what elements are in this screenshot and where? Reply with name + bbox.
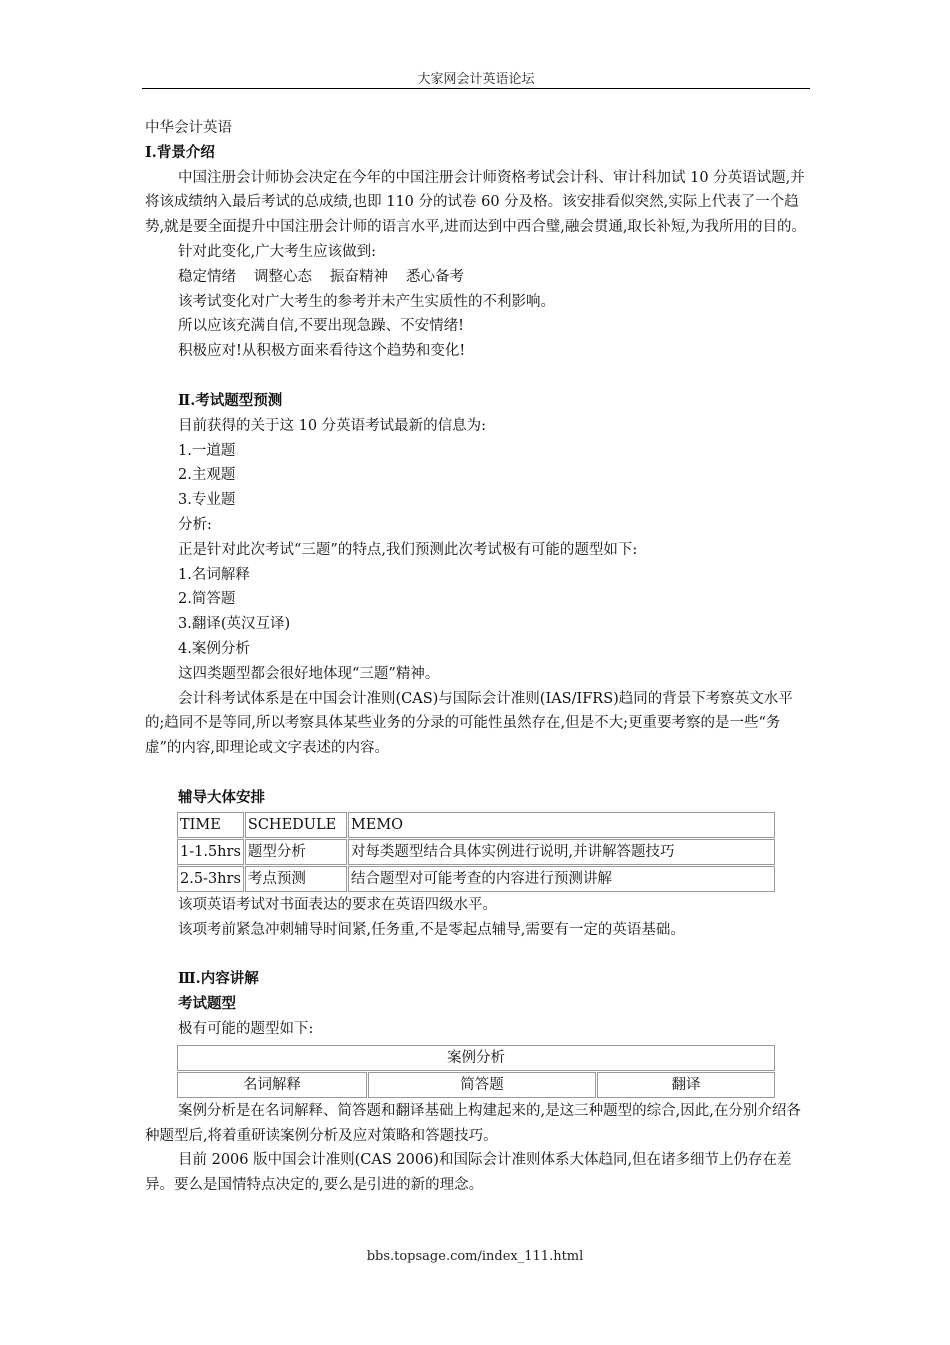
- type-item: 2.简答题: [178, 591, 236, 608]
- keyword-2: 调整心态: [254, 268, 312, 285]
- table-cell: 结合题型对可能考查的内容进行预测讲解: [348, 866, 775, 892]
- s1-paragraph-4: 所以应该充满自信,不要出现急躁、不安情绪!: [178, 318, 464, 335]
- page-footer: bbs.topsage.com/index_111.html: [366, 1249, 584, 1264]
- table-cell: 题型分析: [245, 839, 347, 865]
- page-header: 大家网会计英语论坛: [417, 72, 535, 87]
- section-3-heading: Ⅲ.内容讲解: [178, 970, 259, 988]
- info-item: 2.主观题: [178, 467, 236, 484]
- s2-paragraph: 会计科考试体系是在中国会计准则(CAS)与国际会计准则(IAS/IFRS)趋同的背景下考察英文水平的;趋同不是等同,所以考察具体某些业务的分录的可能性虽然存在,但是不大;更重要考察的是一些“务虚”的内容,即理论或文字表述的内容。: [145, 690, 793, 757]
- keyword-4: 悉心备考: [406, 268, 464, 285]
- table-header-cell: MEMO: [348, 812, 775, 838]
- section-3-subheading: 考试题型: [178, 995, 236, 1013]
- table-header-row: [177, 812, 775, 838]
- table-row: [177, 866, 775, 892]
- keyword-3: 振奋精神: [330, 268, 388, 285]
- type-item: 3.翻译(英汉互译): [178, 616, 291, 633]
- table-cell: 翻译: [597, 1072, 775, 1098]
- table-header-cell: TIME: [177, 812, 244, 838]
- table-cell: 考点预测: [245, 866, 347, 892]
- type-item: 4.案例分析: [178, 640, 250, 657]
- schedule-note-2: 该项考前紧急冲刺辅导时间紧,任务重,不是零起点辅导,需要有一定的英语基础。: [178, 921, 685, 938]
- s2-predict: 正是针对此次考试“三题”的特点,我们预测此次考试极有可能的题型如下:: [178, 541, 638, 558]
- table-row: [177, 839, 775, 865]
- s3-paragraph-2: 目前 2006 版中国会计准则(CAS 2006)和国际会计准则体系大体趋同,但在诸多细节上仍存在差异。要么是国情特点决定的,要么是引进的新的理念。: [145, 1152, 792, 1194]
- table-cell: 1-1.5hrs: [177, 839, 244, 865]
- table-cell: 对每类题型结合具体实例进行说明,并讲解答题技巧: [348, 839, 775, 865]
- s1-paragraph-3: 该考试变化对广大考生的参考并未产生实质性的不利影响。: [178, 293, 555, 310]
- s1-keywords: [145, 265, 807, 290]
- section-2-heading: Ⅱ.考试题型预测: [178, 391, 283, 409]
- s1-paragraph-2: 针对此变化,广大考生应该做到:: [178, 243, 376, 260]
- question-type-table: [176, 1044, 776, 1099]
- table-cell: 简答题: [368, 1072, 596, 1098]
- schedule-heading: 辅导大体安排: [178, 788, 265, 806]
- schedule-note-1: 该项英语考试对书面表达的要求在英语四级水平。: [178, 896, 497, 913]
- schedule-table: [176, 811, 776, 893]
- section-1-heading: Ⅰ.背景介绍: [145, 143, 215, 161]
- s3-paragraph-1: 案例分析是在名词解释、简答题和翻译基础上构建起来的,是这三种题型的综合,因此,在分别介绍各种题型后,将着重研读案例分析及应对策略和答题技巧。: [145, 1102, 801, 1144]
- type-item: 1.名词解释: [178, 566, 250, 583]
- analysis-label: 分析:: [178, 516, 212, 533]
- table-cell: 名词解释: [177, 1072, 367, 1098]
- s1-paragraph-1: 中国注册会计师协会决定在今年的中国注册会计师资格考试会计科、审计科加试 10 分英语试题,并将该成绩纳入最后考试的总成绩,也即 110 分的试卷 60 分及格。该安排看似突然,实际上代表了一个趋势,就是要全面提升中国注册会计师的语言水平,进而达到中西合璧,融会贯通,取长补短,为我所用的目的。: [145, 169, 807, 236]
- document-title: 中华会计英语: [145, 120, 232, 136]
- s1-paragraph-5: 积极应对!从积极方面来看待这个趋势和变化!: [178, 343, 466, 360]
- document-body: [145, 116, 807, 1198]
- table-header-cell: SCHEDULE: [245, 812, 347, 838]
- table-row: [177, 1072, 775, 1098]
- table-cell: 2.5-3hrs: [177, 866, 244, 892]
- table-cell: 案例分析: [177, 1045, 775, 1071]
- info-item: 1.一道题: [178, 442, 236, 459]
- table-row: [177, 1045, 775, 1071]
- s3-intro: 极有可能的题型如下:: [178, 1020, 314, 1037]
- s2-intro: 目前获得的关于这 10 分英语考试最新的信息为:: [178, 417, 487, 434]
- info-item: 3.专业题: [178, 492, 236, 509]
- header-divider: [142, 88, 810, 89]
- s2-summary: 这四类题型都会很好地体现“三题”精神。: [178, 665, 440, 682]
- keyword-1: 稳定情绪: [178, 268, 236, 285]
